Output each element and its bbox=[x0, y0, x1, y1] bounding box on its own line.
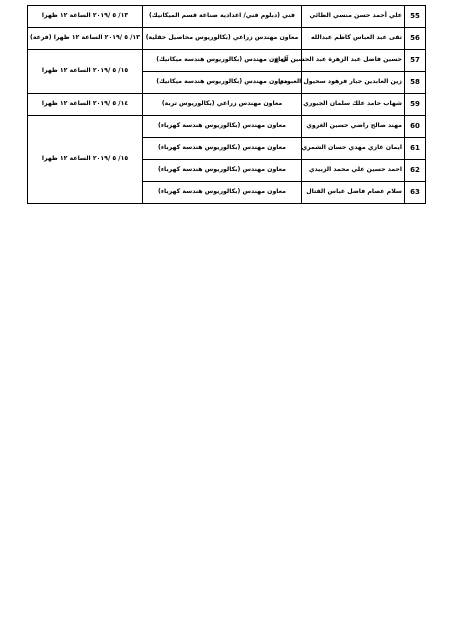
person-name: احمد حسين علي محمد الزبيدي bbox=[302, 160, 405, 182]
person-name: زين العابدين جبار فرهود سحيول العبودي bbox=[302, 72, 405, 94]
row-number: 55 bbox=[405, 6, 426, 28]
interview-date: ١٥/ ٥ /٢٠١٩ الساعة ١٢ ظهرا bbox=[28, 50, 143, 94]
person-name: حسين فاضل عبد الزهرة عبد الحسين آل خ bbox=[302, 50, 405, 72]
row-number: 57 bbox=[405, 50, 426, 72]
row-number: 58 bbox=[405, 72, 426, 94]
job-title: معاون مهندس (بكالوريوس هندسة كهرباء) bbox=[143, 116, 302, 138]
job-title: معاون مهندس (بكالوريوس هندسة ميكانيك) bbox=[143, 72, 302, 94]
job-title: معاون مهندس زراعي (بكالوريوس تربة) bbox=[143, 94, 302, 116]
row-number: 61 bbox=[405, 138, 426, 160]
table-row bbox=[28, 6, 426, 28]
table-row bbox=[28, 50, 426, 72]
job-title: معاون مهندس (بكالوريوس هندسة كهرباء) bbox=[143, 182, 302, 204]
row-number: 62 bbox=[405, 160, 426, 182]
person-name: شهاب حامد علك سلمان الجبوري bbox=[302, 94, 405, 116]
person-name: مهند صالح راضي حسين الغروي bbox=[302, 116, 405, 138]
person-name: تقى عبد العباس كاظم عبدالله bbox=[302, 28, 405, 50]
job-title: معاون مهندس (بكالوريوس هندسة كهرباء) bbox=[143, 160, 302, 182]
person-name: سلام عصام فاضل عباس الفتال bbox=[302, 182, 405, 204]
interview-date: ١٤/ ٥ /٢٠١٩ الساعة ١٢ ظهرا bbox=[28, 94, 143, 116]
table-row bbox=[28, 94, 426, 116]
job-title: معاون مهندس (بكالوريوس هندسة ميكانيك) bbox=[143, 50, 302, 72]
row-number: 59 bbox=[405, 94, 426, 116]
row-number: 63 bbox=[405, 182, 426, 204]
row-number: 60 bbox=[405, 116, 426, 138]
candidates-table bbox=[27, 5, 426, 204]
person-name: علي أحمد حسن منسي الطائي bbox=[302, 6, 405, 28]
interview-date: ١٣/ ٥ /٢٠١٩ الساعة ١٢ ظهرا bbox=[28, 6, 143, 28]
row-number: 56 bbox=[405, 28, 426, 50]
interview-date: ١٥/ ٥ /٢٠١٩ الساعة ١٢ ظهرا bbox=[28, 116, 143, 204]
interview-date: ١٣/ ٥ /٢٠١٩ الساعة ١٢ ظهرا (فرعة) bbox=[28, 28, 143, 50]
job-title: فني (دبلوم فني/ اعدادية صناعة قسم الميكانيك) bbox=[143, 6, 302, 28]
table-row bbox=[28, 28, 426, 50]
person-name: ايمان غازي مهدي حسان الشمري bbox=[302, 138, 405, 160]
table-row bbox=[28, 116, 426, 138]
job-title: معاون مهندس (بكالوريوس هندسة كهرباء) bbox=[143, 138, 302, 160]
job-title: معاون مهندس زراعي (بكالوريوس محاصيل حقلية) bbox=[143, 28, 302, 50]
